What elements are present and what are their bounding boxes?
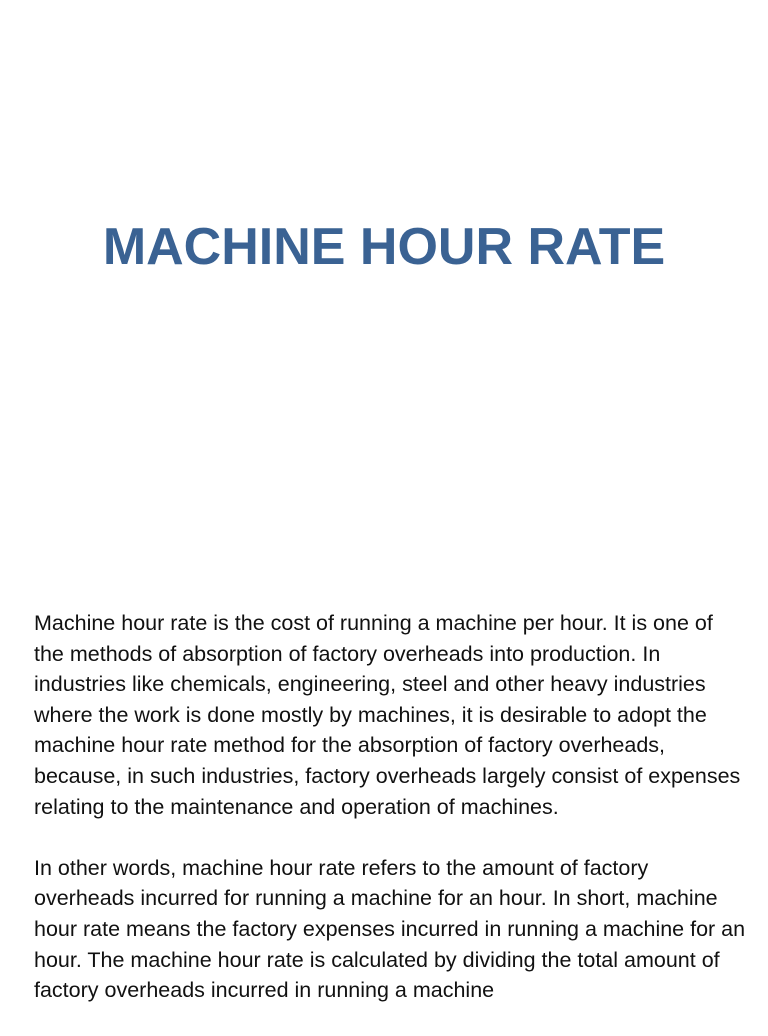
body-paragraph: In other words, machine hour rate refers to the amount of factory overheads incurred for running a machine for an hour. In short, machine hour rate means the factory expenses incurred in running a machine for an hour. The machine hour rate is calculated by dividing the total amount of factory overheads incurred in running a machine — [34, 855, 746, 1003]
slide-body — [34, 608, 748, 1036]
content-slide — [0, 512, 768, 1024]
slide-title: MACHINE HOUR RATE — [102, 218, 666, 276]
title-slide — [0, 0, 768, 512]
body-paragraph: Machine hour rate is the cost of running a machine per hour. It is one of the methods of absorption of factory overheads into production. In industries like chemicals, engineering, steel and other heavy industries where the work is done mostly by machines, it is desirable to adopt the machine hour rate method for the absorption of factory overheads, because, in such industries, factory overheads largely consist of expenses relating to the maintenance and operation of machines. — [34, 611, 741, 819]
